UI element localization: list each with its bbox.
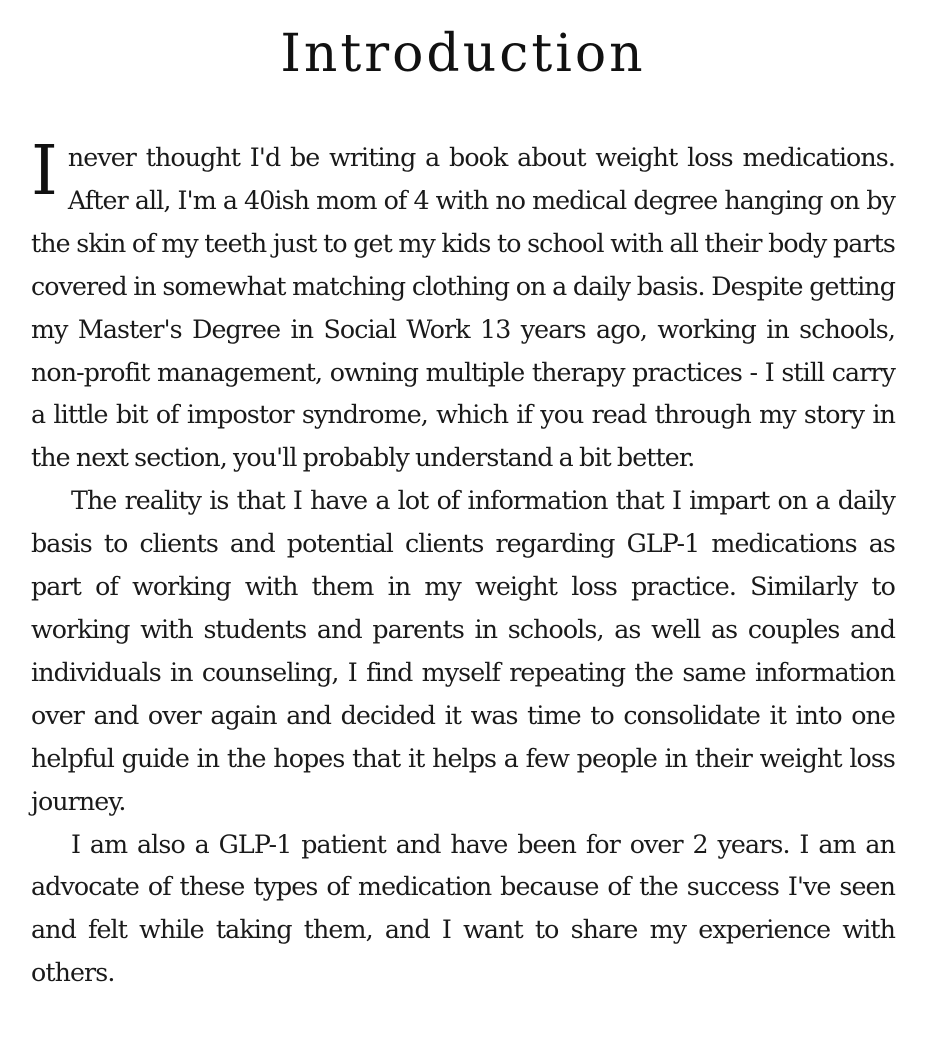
book-page — [31, 0, 895, 995]
paragraph-2: The reality is that I have a lot of information that I impart on a daily basis to clients and potential clients regarding GLP-1 medications as part of working with them in my weight loss practice. Similarly to working with students and parents in schools, as well as couples and individuals in counseling, I find myself repeating the same information over and over again and decided it was time to consolidate it into one helpful guide in the hopes that it helps a few people in their weight loss journey. — [31, 486, 895, 816]
body-text — [31, 132, 895, 995]
drop-cap: I — [31, 132, 58, 211]
chapter-title: Introduction — [280, 24, 646, 84]
paragraph-1 — [31, 132, 895, 480]
paragraph-1-text: never thought I'd be writing a book about weight loss medications. After all, I'm a 40ish mom of 4 with no medical degree hanging on by the skin of my teeth just to get my kids to school with all their body parts covered in somewhat matching clothing on a daily basis. Despite getting my Master's Degree in Social Work 13 years ago, working in schools, non-profit management, owning multiple therapy practices - I still carry a little bit of impostor syndrome, which if you read through my story in the next section, you'll probably understand a bit better. — [31, 143, 895, 473]
paragraph-3: I am also a GLP-1 patient and have been for over 2 years. I am an advocate of these types of medication because of the success I've seen and felt while taking them, and I want to share my experience with others. — [31, 829, 895, 988]
